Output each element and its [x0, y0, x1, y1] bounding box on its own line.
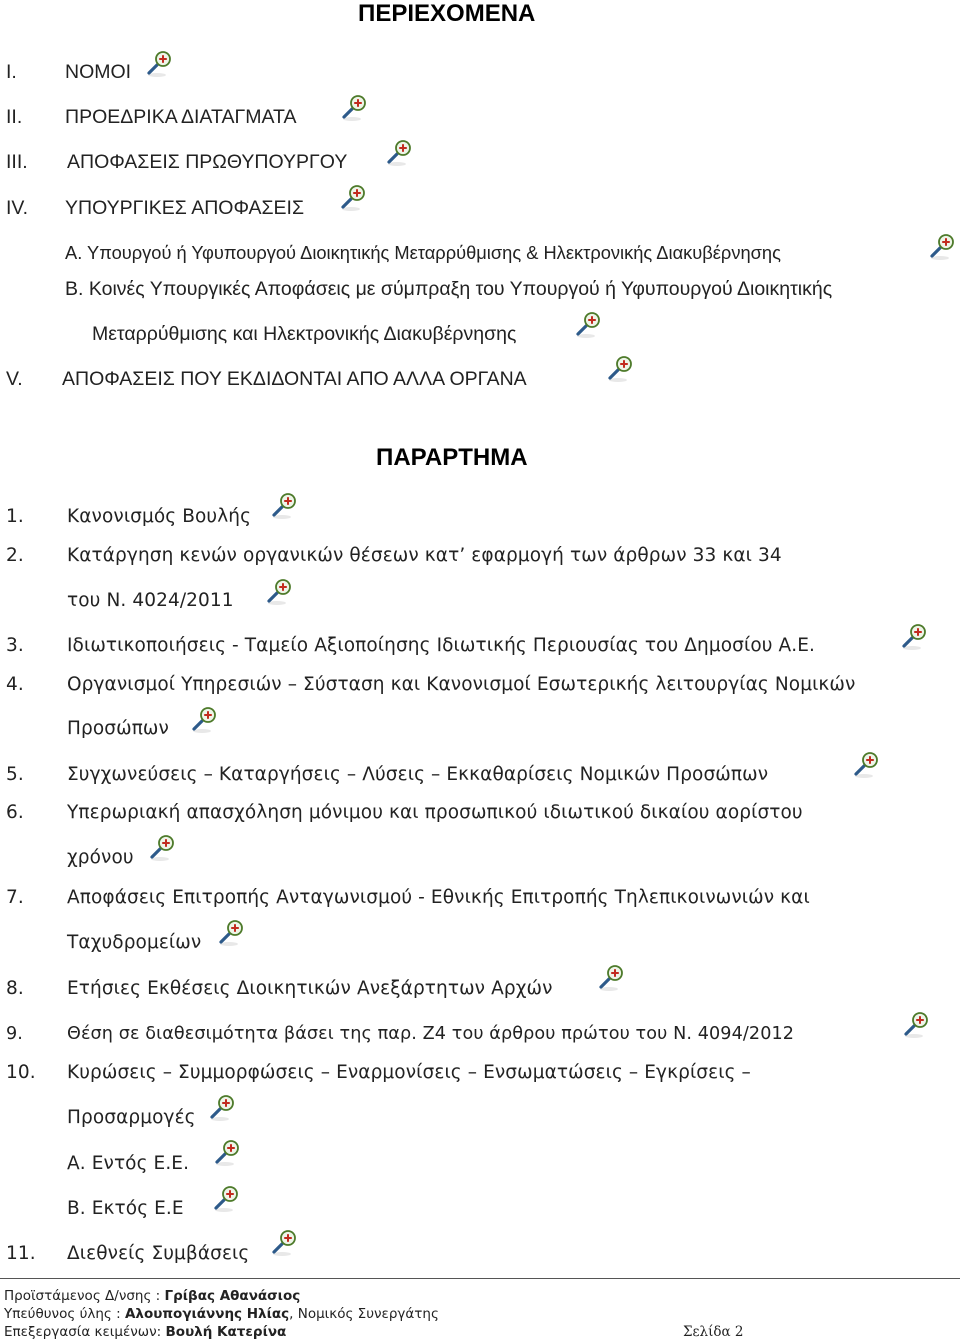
zoom-in-icon[interactable] [145, 50, 173, 78]
toc-item-laws[interactable]: I. ΝΟΜΟΙ [6, 61, 132, 83]
zoom-in-icon[interactable] [217, 919, 245, 947]
footer-director: Προϊστάμενος Δ/νσης : Γρίβας Αθανάσιος [4, 1288, 301, 1304]
zoom-in-icon[interactable] [597, 964, 625, 992]
appendix-item-10-a[interactable]: Α. Εντός Ε.Ε. [67, 1153, 190, 1174]
toc-item-ministerial[interactable]: IV. ΥΠΟΥΡΓΙΚΕΣ ΑΠΟΦΑΣΕΙΣ [6, 197, 304, 219]
toc-subitem-b[interactable]: Β. Κοινές Υπουργικές Αποφάσεις με σύμπραξη του Υπουργού ή Υφυπουργού Διοικητικής [65, 278, 833, 300]
footer-text-processing: Επεξεργασία κειμένων: Βουλή Κατερίνα [4, 1324, 287, 1340]
footer-rule [0, 1278, 960, 1279]
appendix-item-10[interactable]: 10. Κυρώσεις – Συμμορφώσεις – Εναρμονίσεις – Ενσωματώσεις – Εγκρίσεις – [6, 1062, 751, 1083]
zoom-in-icon[interactable] [900, 623, 928, 651]
zoom-in-icon[interactable] [270, 492, 298, 520]
zoom-in-icon[interactable] [340, 94, 368, 122]
zoom-in-icon[interactable] [208, 1094, 236, 1122]
zoom-in-icon[interactable] [265, 578, 293, 606]
zoom-in-icon[interactable] [190, 706, 218, 734]
appendix-item-9[interactable]: 9. Θέση σε διαθεσιμότητα βάσει της παρ. Ζ4 του άρθρου πρώτου του Ν. 4094/2012 [6, 1024, 795, 1044]
appendix-item-7[interactable]: 7. Αποφάσεις Επιτροπής Ανταγωνισμού - Εθνικής Επιτροπής Τηλεπικοινωνιών και [6, 887, 810, 908]
zoom-in-icon[interactable] [212, 1185, 240, 1213]
appendix-item-7-cont: Ταχυδρομείων [67, 932, 202, 953]
appendix-item-4-cont: Προσώπων [67, 718, 169, 739]
zoom-in-icon[interactable] [148, 834, 176, 862]
appendix-item-4[interactable]: 4. Οργανισμοί Υπηρεσιών – Σύσταση και Κανονισμοί Εσωτερικής λειτουργίας Νομικών [6, 674, 856, 695]
toc-item-other-bodies[interactable]: V. ΑΠΟΦΑΣΕΙΣ ΠΟΥ ΕΚΔΙΔΟΝΤΑΙ ΑΠΟ ΑΛΛΑ ΟΡΓΑΝΑ [6, 368, 527, 390]
page-number: Σελίδα 2 [683, 1324, 744, 1340]
zoom-in-icon[interactable] [606, 355, 634, 383]
appendix-item-6-cont: χρόνου [67, 847, 134, 868]
footer-editor: Υπεύθυνος ύλης : Αλουπογιάννης Ηλίας, Νομικός Συνεργάτης [4, 1306, 439, 1322]
appendix-item-11[interactable]: 11. Διεθνείς Συμβάσεις [6, 1243, 250, 1264]
appendix-title: ΠΑΡΑΡΤΗΜΑ [376, 444, 528, 471]
zoom-in-icon[interactable] [928, 233, 956, 261]
toc-subitem-a[interactable]: Α. Υπουργού ή Υφυπουργού Διοικητικής Μεταρρύθμισης & Ηλεκτρονικής Διακυβέρνησης [65, 242, 781, 263]
appendix-item-10-b[interactable]: Β. Εκτός Ε.Ε [67, 1198, 184, 1219]
page-title: ΠΕΡΙΕΧΟΜΕΝΑ [358, 0, 536, 27]
appendix-item-1[interactable]: 1. Κανονισμός Βουλής [6, 506, 252, 527]
toc-item-decrees[interactable]: II. ΠΡΟΕΔΡΙΚΑ ΔΙΑΤΑΓΜΑΤΑ [6, 106, 297, 128]
zoom-in-icon[interactable] [852, 751, 880, 779]
toc-subitem-b-cont: Μεταρρύθμισης και Ηλεκτρονικής Διακυβέρνησης [92, 323, 517, 345]
appendix-item-5[interactable]: 5. Συγχωνεύσεις – Καταργήσεις – Λύσεις – Εκκαθαρίσεις Νομικών Προσώπων [6, 764, 769, 785]
appendix-item-2-cont: του Ν. 4024/2011 [67, 590, 234, 611]
zoom-in-icon[interactable] [339, 184, 367, 212]
zoom-in-icon[interactable] [270, 1229, 298, 1257]
appendix-item-2[interactable]: 2. Κατάργηση κενών οργανικών θέσεων κατ’ εφαρμογή των άρθρων 33 και 34 [6, 545, 782, 566]
appendix-item-6[interactable]: 6. Υπερωριακή απασχόληση μόνιμου και προσωπικού ιδιωτικού δικαίου αορίστου [6, 802, 803, 823]
zoom-in-icon[interactable] [902, 1011, 930, 1039]
appendix-item-8[interactable]: 8. Ετήσιες Εκθέσεις Διοικητικών Ανεξάρτητων Αρχών [6, 978, 553, 999]
toc-item-pm-decisions[interactable]: III. ΑΠΟΦΑΣΕΙΣ ΠΡΩΘΥΠΟΥΡΓΟΥ [6, 151, 348, 173]
zoom-in-icon[interactable] [574, 311, 602, 339]
zoom-in-icon[interactable] [213, 1139, 241, 1167]
appendix-item-3[interactable]: 3. Ιδιωτικοποιήσεις - Ταμείο Αξιοποίησης Ιδιωτικής Περιουσίας του Δημοσίου Α.Ε. [6, 635, 816, 656]
zoom-in-icon[interactable] [385, 139, 413, 167]
appendix-item-10-cont: Προσαρμογές [67, 1107, 196, 1128]
